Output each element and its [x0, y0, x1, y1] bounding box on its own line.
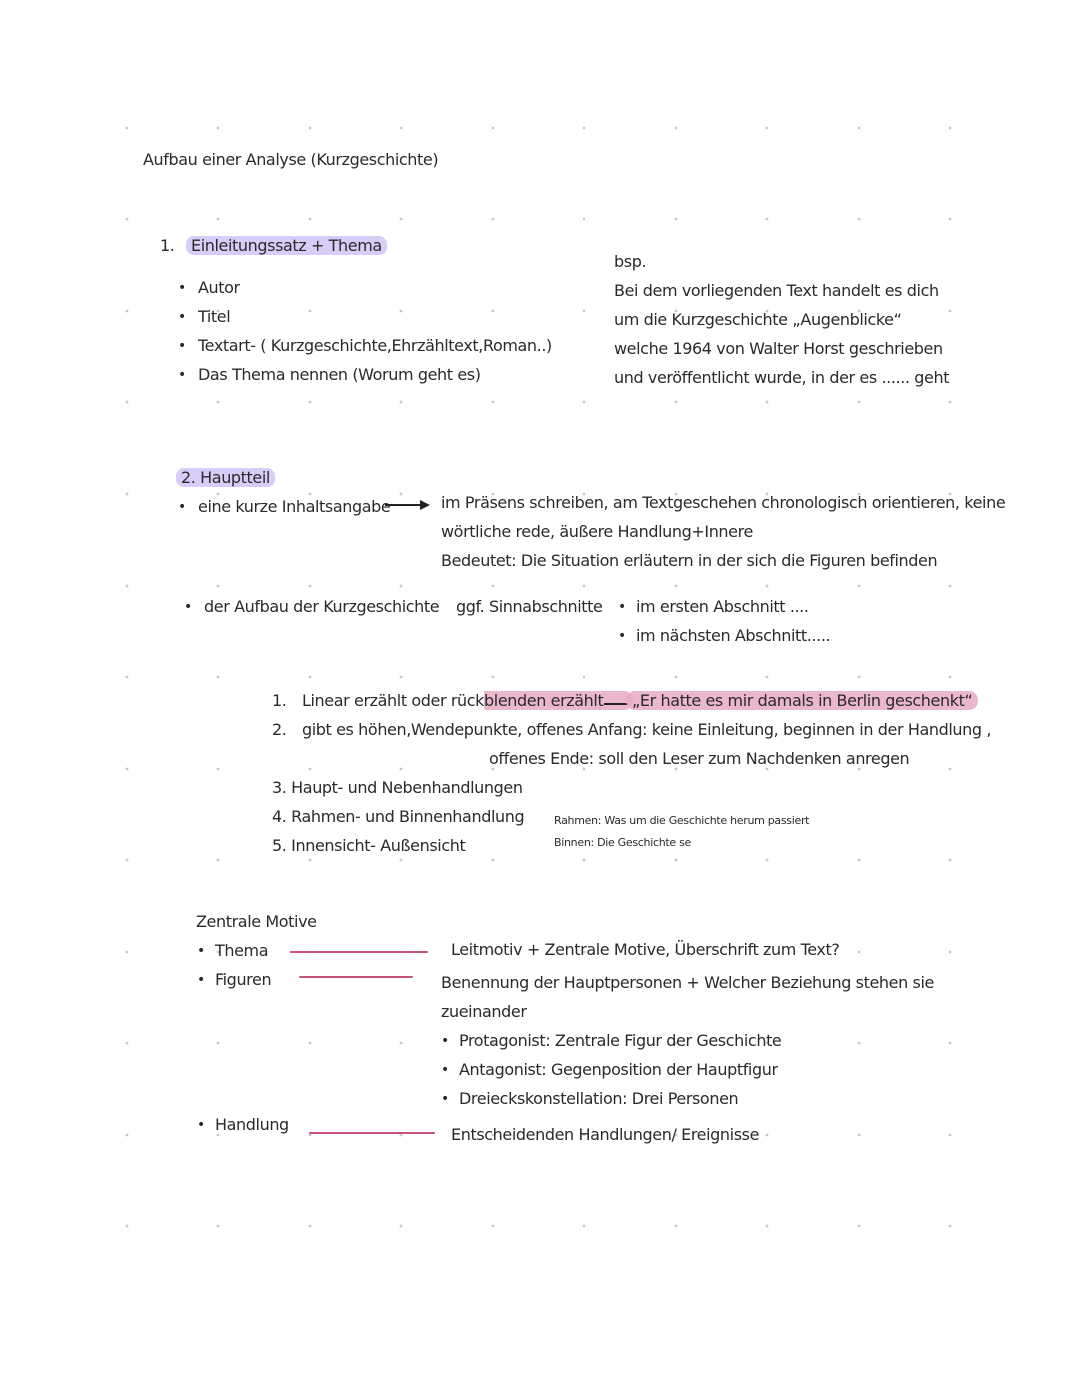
list-number: 2. [272, 720, 287, 739]
bullet-icon: • [441, 1033, 450, 1049]
grid-dot [583, 1225, 586, 1228]
bullet-icon: • [178, 367, 187, 383]
grid-dot [400, 1134, 403, 1137]
aufbau-sub: im ersten Abschnitt .... [636, 597, 809, 616]
motive-heading: Zentrale Motive [196, 912, 317, 931]
grid-dot [949, 1042, 952, 1045]
bullet-icon: • [197, 972, 206, 988]
inhalt-desc: im Präsens schreiben, am Textgeschehen chronologisch orientieren, keine [441, 493, 1006, 512]
list-item-2-cont: offenes Ende: soll den Leser zum Nachdenken anregen [489, 749, 910, 768]
list-item-1: Linear erzählt oder rückblenden erzählt [302, 691, 633, 710]
grid-dot [126, 951, 129, 954]
grid-dot [126, 1042, 129, 1045]
grid-dot [400, 859, 403, 862]
inhalt-desc: wörtliche rede, äußere Handlung+Innere [441, 522, 753, 541]
grid-dot [949, 1225, 952, 1228]
grid-dot [217, 1042, 220, 1045]
section1-number: 1. [160, 236, 175, 255]
grid-dot [675, 127, 678, 130]
grid-dot [949, 951, 952, 954]
grid-dot [583, 768, 586, 771]
grid-dot [492, 218, 495, 221]
grid-dot [675, 768, 678, 771]
grid-dot [949, 585, 952, 588]
grid-dot [766, 768, 769, 771]
section1-heading: Einleitungssatz + Thema [186, 236, 387, 255]
grid-dot [675, 401, 678, 404]
grid-dot [858, 585, 861, 588]
grid-dot [492, 127, 495, 130]
figuren-sub: Protagonist: Zentrale Figur der Geschichte [459, 1031, 782, 1050]
section1-item: Autor [198, 278, 240, 297]
note-binnen: Binnen: Die Geschichte se [554, 836, 691, 849]
grid-dot [217, 1134, 220, 1137]
connector-line [299, 976, 413, 978]
grid-dot [949, 310, 952, 313]
list-item-3: 3. Haupt- und Nebenhandlungen [272, 778, 523, 797]
grid-dot [492, 768, 495, 771]
grid-dot [400, 1042, 403, 1045]
grid-dot [766, 218, 769, 221]
grid-dot [858, 218, 861, 221]
grid-dot [492, 1225, 495, 1228]
grid-dot [492, 859, 495, 862]
section1-item: Das Thema nennen (Worum geht es) [198, 365, 481, 384]
grid-dot [858, 127, 861, 130]
grid-dot [858, 768, 861, 771]
grid-dot [217, 676, 220, 679]
grid-dot [309, 1042, 312, 1045]
bullet-icon: • [618, 599, 627, 615]
section1-item: Titel [198, 307, 231, 326]
grid-dot [858, 1042, 861, 1045]
grid-dot [492, 401, 495, 404]
grid-dot [583, 676, 586, 679]
grid-dot [949, 676, 952, 679]
grid-dot [766, 1134, 769, 1137]
grid-dot [583, 401, 586, 404]
grid-dot [766, 401, 769, 404]
grid-dot [217, 768, 220, 771]
example-line: welche 1964 von Walter Horst geschrieben [614, 339, 943, 358]
list-item-4: 4. Rahmen- und Binnenhandlung [272, 807, 525, 826]
grid-dot [949, 1134, 952, 1137]
aufbau-middle: ggf. Sinnabschnitte [456, 597, 603, 616]
motive-handlung-label: Handlung [215, 1115, 289, 1134]
grid-dot [492, 676, 495, 679]
grid-dot [217, 859, 220, 862]
page-title: Aufbau einer Analyse (Kurzgeschichte) [143, 150, 439, 169]
grid-dot [217, 1225, 220, 1228]
grid-dot [858, 859, 861, 862]
section1-item: Textart- ( Kurzgeschichte,Ehrzähltext,Roman..) [198, 336, 552, 355]
grid-dot [400, 401, 403, 404]
example-line: um die Kurzgeschichte „Augenblicke“ [614, 310, 902, 329]
grid-dot [492, 310, 495, 313]
grid-dot [309, 1134, 312, 1137]
grid-dot [675, 676, 678, 679]
motive-figuren-desc: Benennung der Hauptpersonen + Welcher Beziehung stehen sie [441, 973, 934, 992]
list-item-2: gibt es höhen,Wendepunkte, offenes Anfang: keine Einleitung, beginnen in der Handlung , [302, 720, 992, 739]
grid-dot [309, 127, 312, 130]
grid-dot [766, 859, 769, 862]
grid-dot [400, 127, 403, 130]
bullet-icon: • [197, 1117, 206, 1133]
grid-dot [400, 768, 403, 771]
bullet-icon: • [441, 1062, 450, 1078]
grid-dot [675, 859, 678, 862]
grid-dot [583, 127, 586, 130]
grid-dot [126, 676, 129, 679]
figuren-sub: Antagonist: Gegenposition der Hauptfigur [459, 1060, 778, 1079]
grid-dot [126, 401, 129, 404]
grid-dot [583, 585, 586, 588]
grid-dot [126, 218, 129, 221]
grid-dot [766, 676, 769, 679]
grid-dot [766, 585, 769, 588]
grid-dot [949, 768, 952, 771]
grid-dot [400, 493, 403, 496]
motive-thema-desc: Leitmotiv + Zentrale Motive, Überschrift zum Text? [451, 940, 840, 959]
bullet-icon: • [197, 943, 206, 959]
grid-dot [217, 401, 220, 404]
example-line: Bei dem vorliegenden Text handelt es dich [614, 281, 939, 300]
motive-figuren-label: Figuren [215, 970, 272, 989]
grid-dot [217, 585, 220, 588]
grid-dot [583, 310, 586, 313]
grid-dot [309, 493, 312, 496]
dash-connector [604, 703, 628, 705]
grid-dot [949, 859, 952, 862]
grid-dot [766, 1225, 769, 1228]
note-rahmen: Rahmen: Was um die Geschichte herum passiert [554, 814, 810, 827]
example-line: und veröffentlicht wurde, in der es ...... geht [614, 368, 950, 387]
grid-dot [400, 1225, 403, 1228]
grid-dot [309, 218, 312, 221]
motive-handlung-desc: Entscheidenden Handlungen/ Ereignisse [451, 1125, 760, 1144]
grid-dot [858, 676, 861, 679]
grid-dot [126, 768, 129, 771]
grid-dot [400, 676, 403, 679]
grid-dot [309, 859, 312, 862]
grid-dot [309, 585, 312, 588]
grid-dot [309, 676, 312, 679]
motive-figuren-desc: zueinander [441, 1002, 527, 1021]
figuren-sub: Dreieckskonstellation: Drei Personen [459, 1089, 739, 1108]
grid-dot [675, 218, 678, 221]
grid-dot [309, 768, 312, 771]
aufbau-sub: im nächsten Abschnitt..... [636, 626, 831, 645]
grid-dot [126, 585, 129, 588]
bullet-icon: • [178, 280, 187, 296]
grid-dot [583, 218, 586, 221]
bullet-icon: • [618, 628, 627, 644]
grid-dot [400, 218, 403, 221]
list-item-5: 5. Innensicht- Außensicht [272, 836, 466, 855]
grid-dot [675, 1225, 678, 1228]
grid-dot [309, 401, 312, 404]
grid-dot [126, 1225, 129, 1228]
grid-dot [400, 585, 403, 588]
bullet-icon: • [178, 309, 187, 325]
grid-dot [949, 401, 952, 404]
bullet-icon: • [178, 338, 187, 354]
grid-dot [492, 585, 495, 588]
grid-dot [217, 493, 220, 496]
grid-dot [858, 1134, 861, 1137]
grid-dot [766, 127, 769, 130]
grid-dot [309, 310, 312, 313]
grid-dot [400, 310, 403, 313]
grid-dot [675, 585, 678, 588]
connector-line [309, 1132, 435, 1134]
grid-dot [858, 401, 861, 404]
grid-dot [583, 859, 586, 862]
grid-dot [126, 310, 129, 313]
inhalt-desc: Bedeutet: Die Situation erläutern in der sich die Figuren befinden [441, 551, 938, 570]
bullet-icon: • [184, 599, 193, 615]
grid-dot [949, 218, 952, 221]
arrow-right-icon [384, 498, 432, 512]
grid-dot [126, 859, 129, 862]
bullet-icon: • [441, 1091, 450, 1107]
section2-heading: 2. Hauptteil [176, 468, 275, 487]
example-label: bsp. [614, 252, 647, 271]
grid-dot [858, 1225, 861, 1228]
grid-dot [309, 1225, 312, 1228]
list-item-1-quote: „Er hatte es mir damals in Berlin geschenkt“ [626, 691, 978, 710]
bullet-icon: • [178, 499, 187, 515]
grid-dot [217, 127, 220, 130]
list-number: 1. [272, 691, 287, 710]
connector-line [290, 951, 428, 953]
aufbau-label: der Aufbau der Kurzgeschichte [204, 597, 440, 616]
grid-dot [126, 127, 129, 130]
grid-dot [126, 493, 129, 496]
inhalt-label: eine kurze Inhaltsangabe [198, 497, 391, 516]
motive-thema-label: Thema [215, 941, 269, 960]
grid-dot [858, 951, 861, 954]
grid-dot [126, 1134, 129, 1137]
grid-dot [949, 127, 952, 130]
grid-dot [217, 218, 220, 221]
